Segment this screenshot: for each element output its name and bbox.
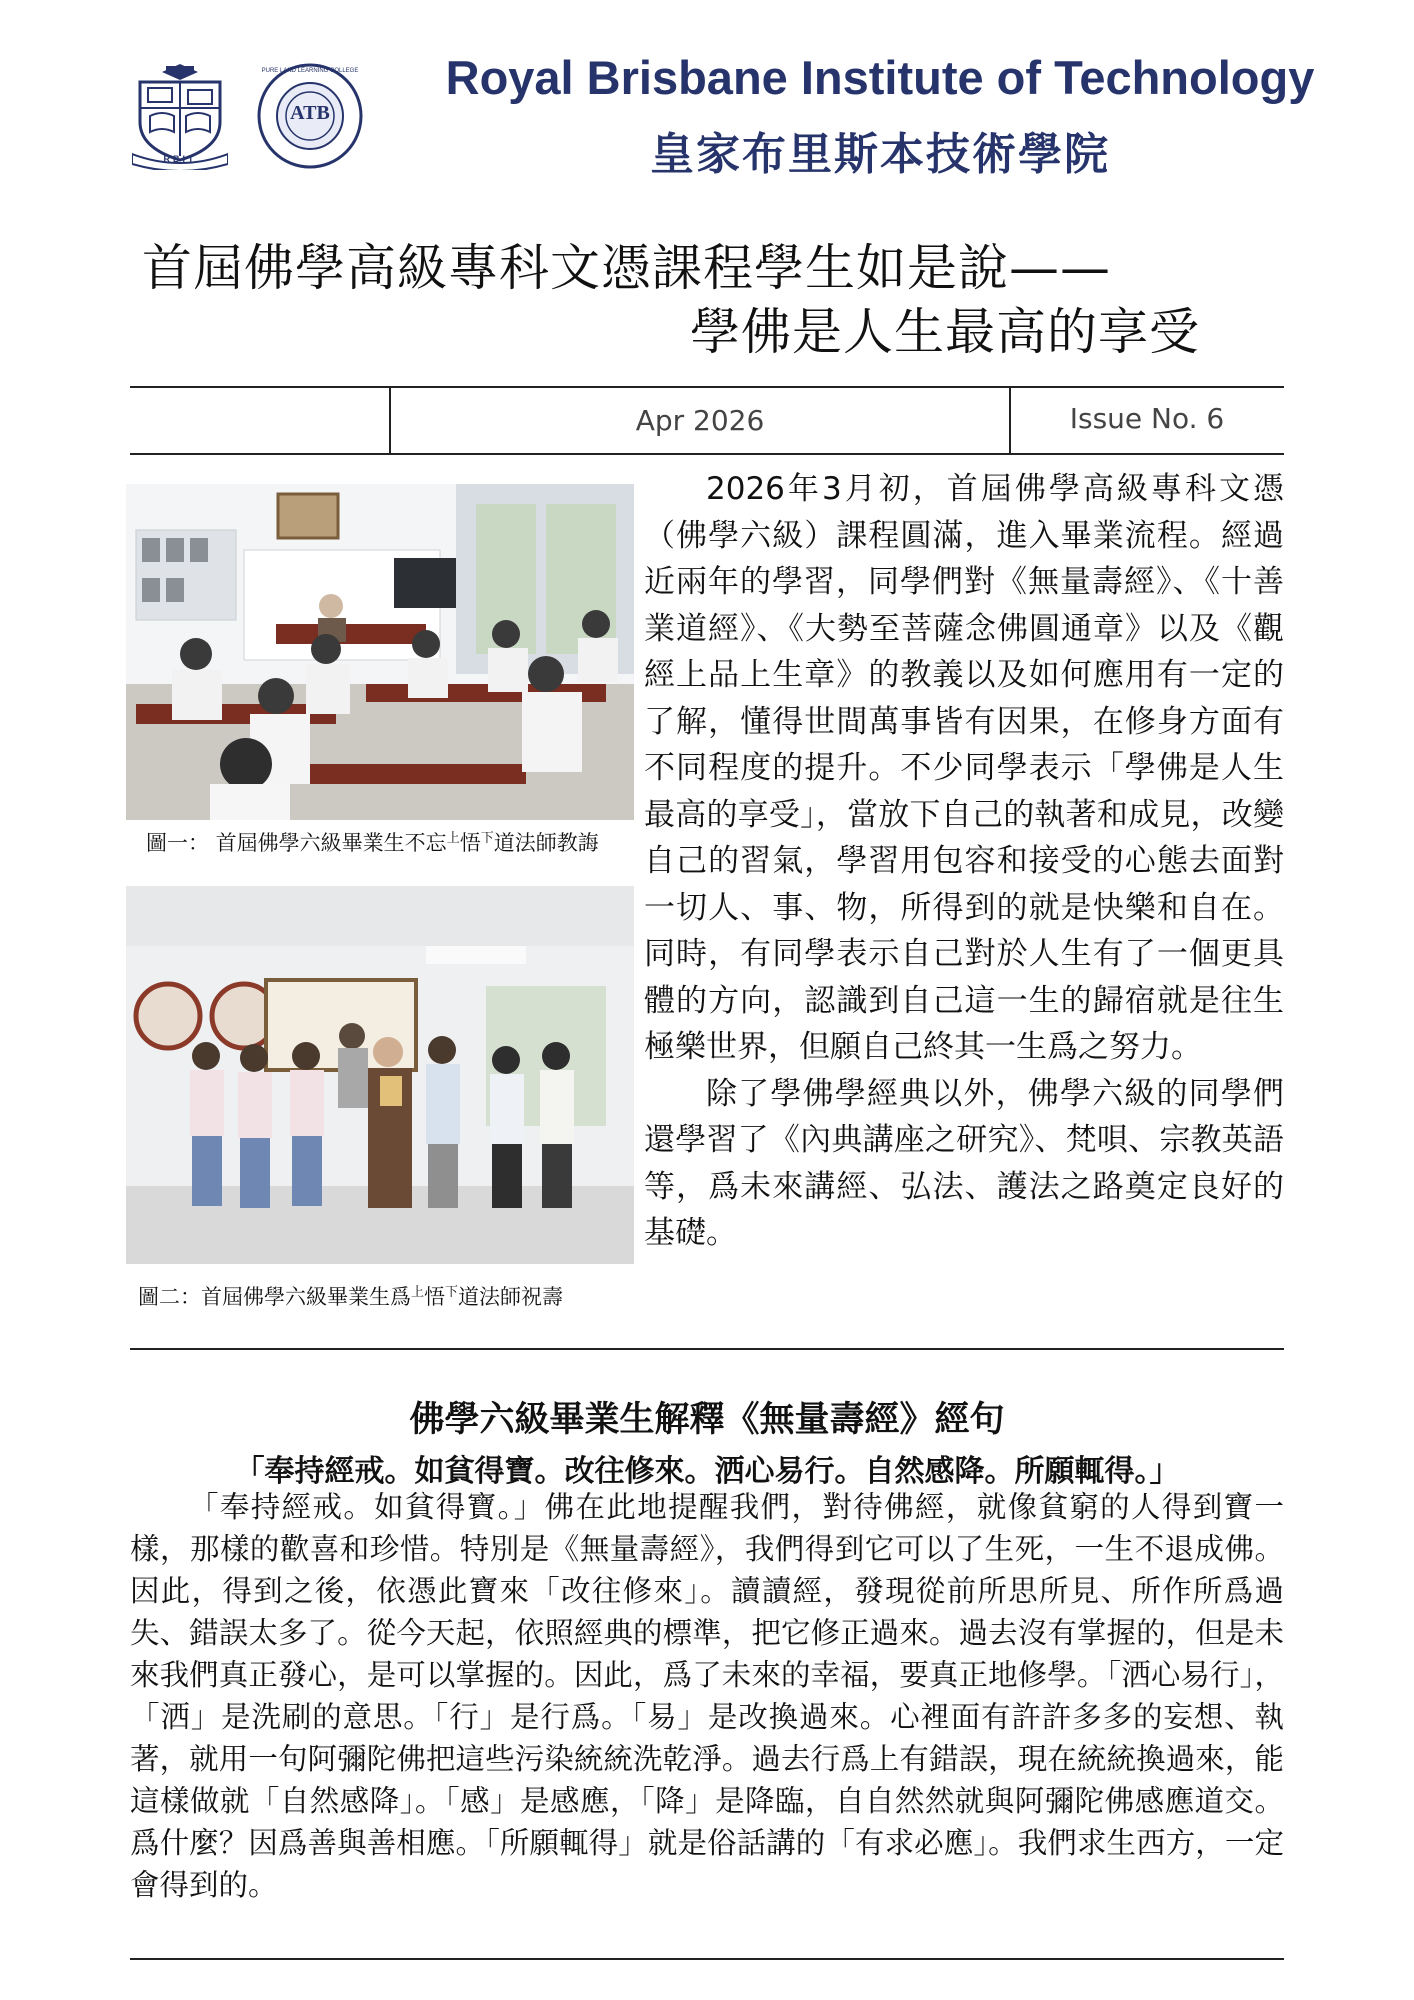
group-photo (126, 886, 634, 1264)
section-quote: 「奉持經戒。如貧得寶。改往修來。洒心易行。自然感降。所願輒得。」 (234, 1454, 1180, 1489)
logo-ring-text: PURE LAND LEARNING COLLEGE (261, 68, 359, 74)
figure-caption (138, 1278, 618, 1312)
article-paragraph: 除了學佛學經典以外，佛學六級的同學們還學習了《內典講座之研究》、梵唄、宗教英語等，爲未來講經、弘法、護法之路奠定良好的基礎。 (644, 1075, 1284, 1251)
pure-land-college-logo (256, 62, 364, 170)
figure-caption-text: 道法師祝壽 (458, 1285, 564, 1309)
rbit-crest-logo (132, 60, 228, 170)
figure-caption-text: 圖一： 首屆佛學六級畢業生不忘 (146, 831, 447, 855)
article-paragraph: 2026年3月初，首屆佛學高級專科文憑（佛學六級）課程圓滿，進入畢業流程。經過近兩年的學習，同學們對《無量壽經》、《十善業道經》、《大勢至菩薩念佛圓通章》以及《觀經上品上生章》的教義以及如何應用有一定的了解，懂得世間萬事皆有因果，在修身方面有不同程度的提升。不少同學表示「學佛是人生最高的享受」，當放下自己的執著和成見，改變自己的習氣，學習用包容和接受的心態去面對一切人、事、物，所得到的就是快樂和自在。同時，有同學表示自己對於人生有了一個更具體的方向，認識到自己這一生的歸宿就是往生極樂世界，但願自己終其一生爲之努力。 (644, 471, 1284, 1065)
institute-name-zh: 皇家布里斯本技術學院 (650, 129, 1110, 180)
logo-center-text: ATB (290, 102, 330, 124)
figure-caption-sup: 上 (446, 831, 460, 846)
figure-caption (146, 824, 616, 858)
issue-number: Issue No. 6 (1069, 402, 1225, 435)
section-paragraph: 「奉持經戒。如貧得寶。」佛在此地提醒我們，對待佛經，就像貧窮的人得到寶一樣，那樣的歡喜和珍惜。特別是《無量壽經》，我們得到它可以了生死，一生不退成佛。因此，得到之後，依憑此寶來「改往修來」。讀讀經，發現從前所思所見、所作所爲過失、錯誤太多了。從今天起，依照經典的標準，把它修正過來。過去沒有掌握的，但是未來我們真正發心，是可以掌握的。因此，爲了未來的幸福，要真正地修學。「洒心易行」，「洒」是洗刷的意思。「行」是行爲。「易」是改換過來。心裡面有許許多多的妄想、執著，就用一句阿彌陀佛把這些污染統統洗乾淨。過去行爲上有錯誤，現在統統換過來，能這樣做就「自然感降」。「感」是感應，「降」是降臨，自自然然就與阿彌陀佛感應道交。爲什麼？因爲善與善相應。「所願輒得」就是俗話講的「有求必應」。我們求生西方，一定會得到的。 (130, 1490, 1284, 1902)
section-title: 佛學六級畢業生解釋《無量壽經》經句 (409, 1400, 1005, 1440)
article-title-line1: 首屆佛學高級專科文憑課程學生如是說—— (142, 239, 1111, 297)
figure-caption-sup: 下 (445, 1285, 459, 1300)
rbit-logo-text: RBIT (163, 154, 197, 164)
figure-caption-sup: 上 (411, 1285, 425, 1300)
institute-name-en: Royal Brisbane Institute of Technology (445, 51, 1315, 104)
divider-top (130, 386, 1284, 388)
figure-caption-sup: 下 (480, 831, 494, 846)
figure-caption-char: 悟 (459, 831, 481, 855)
figure-caption-text: 圖二：首屆佛學六級畢業生爲 (138, 1285, 411, 1309)
footer-divider (130, 1958, 1284, 1960)
divider-bottom (130, 453, 1284, 455)
article-title-line2: 學佛是人生最高的享受 (690, 303, 1200, 361)
classroom-photo (126, 484, 634, 820)
figure-caption-char: 悟 (424, 1285, 446, 1309)
section-divider (130, 1348, 1284, 1350)
figure-caption-text: 道法師教誨 (493, 831, 599, 855)
article-body (644, 466, 1284, 1257)
section-body (130, 1486, 1284, 1906)
issue-date: Apr 2026 (635, 404, 765, 437)
